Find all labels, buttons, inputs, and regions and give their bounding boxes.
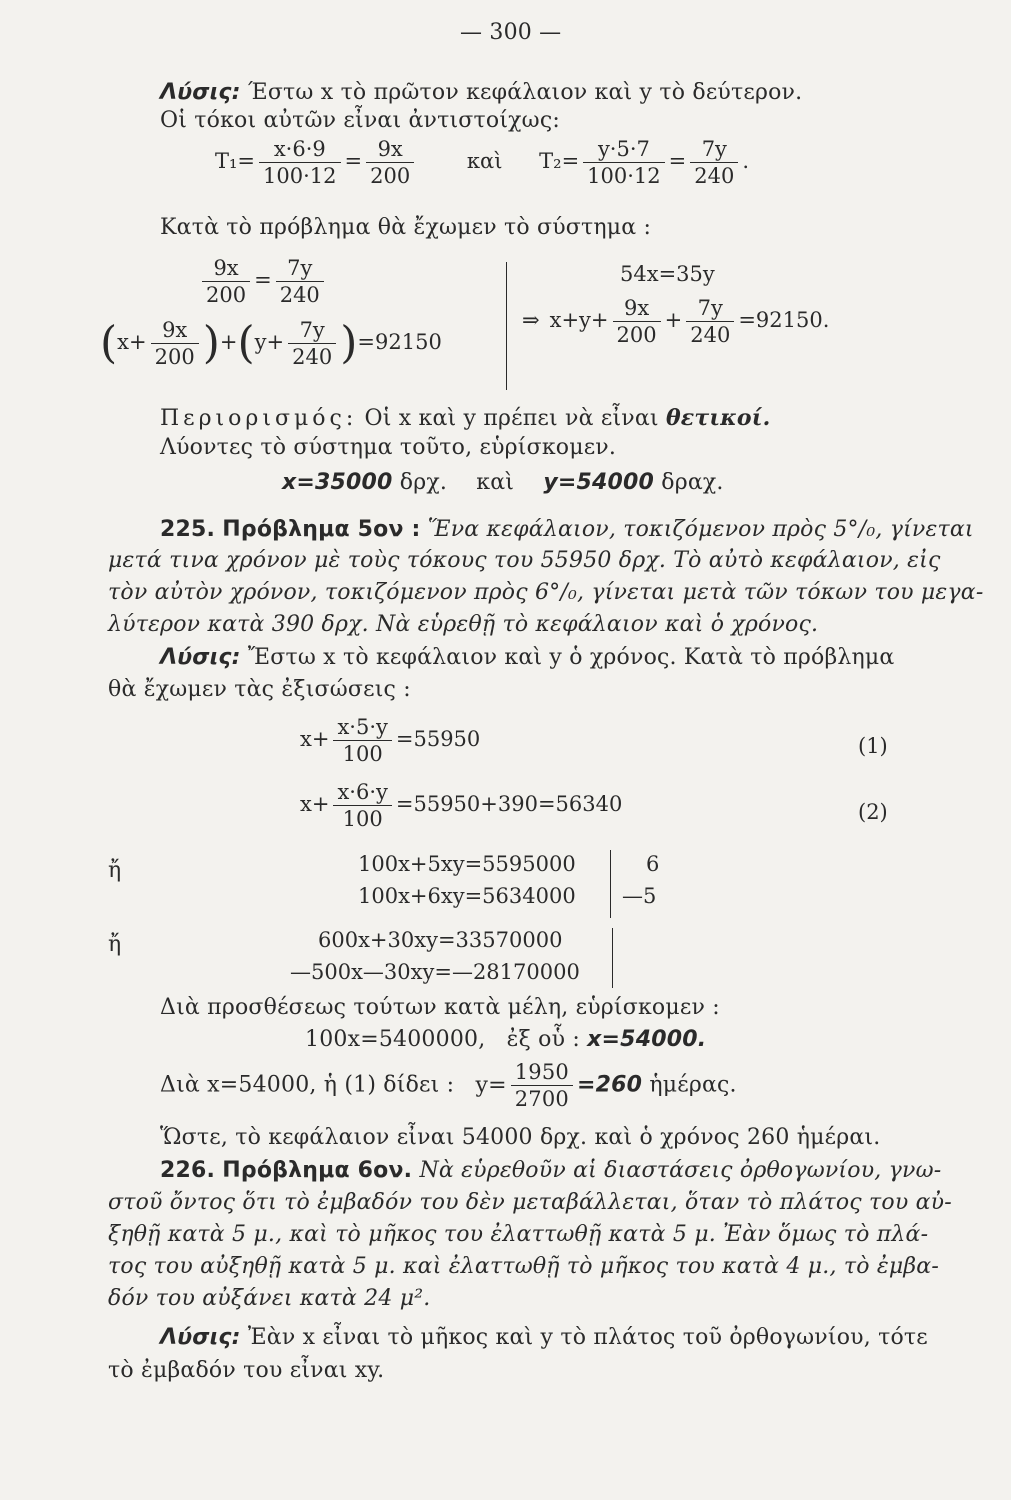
rhs: =92150 [357, 330, 442, 355]
fraction [333, 780, 391, 831]
fraction [613, 296, 661, 347]
denominator: 240 [694, 164, 735, 189]
solution-text: Ἔστω x τὸ κεφάλαιον καὶ y ὁ χρόνος. Κατὰ τὸ πρόβλημα [247, 645, 895, 670]
fraction [690, 137, 738, 188]
system-right-2 [522, 296, 829, 347]
system2-divider [612, 928, 613, 988]
y-eq: y= [475, 1072, 507, 1098]
problem-text: Νὰ εὑρεθοῦν αἱ διαστάσεις ὀρθογωνίου, γνω- [419, 1158, 942, 1183]
final-line: Ὥστε, τὸ κεφάλαιον εἶναι 54000 δρχ. καὶ ὁ χρόνος 260 ἡμέραι. [160, 1125, 881, 1150]
numerator: 7y [690, 137, 738, 163]
or-word: ἤ [108, 932, 122, 957]
problem-225-line-2: μετά τινα χρόνον μὲ τοὺς τόκους του 55950 δρχ. Τὸ αὐτὸ κεφάλαιον, εἰς [108, 548, 941, 573]
fraction [288, 318, 336, 369]
system1-eq-a: 100x+5xy=5595000 [358, 852, 576, 876]
system-eq-a [198, 256, 328, 307]
system-right-1: 54x=35y [620, 262, 715, 286]
result-y: y=54000 [543, 470, 655, 495]
restriction-line [160, 405, 771, 431]
result-x: x=35000 [282, 470, 393, 495]
equals: = [344, 149, 363, 174]
rhs: =92150. [738, 308, 830, 333]
numerator: 9x [366, 137, 414, 163]
solution-text: Ἐὰν x εἶναι τὸ μῆκος καὶ y τὸ πλάτος τοῦ ὀρθογωνίου, τότε [247, 1325, 928, 1350]
numerator: 9x [613, 296, 661, 322]
denominator: 100·12 [587, 164, 661, 189]
denominator: 240 [292, 345, 333, 370]
unit: δραχ. [661, 470, 724, 495]
plus: + [664, 308, 683, 333]
equation-1 [300, 715, 480, 766]
numerator: 9x [151, 318, 199, 344]
restriction-label: Περιορισμός: [160, 406, 358, 431]
fraction [583, 137, 664, 188]
problem-text: Ἕνα κεφάλαιον, τοκιζόμενον πρὸς 5°/₀, γίνεται [427, 517, 974, 542]
problem-number: 225. [160, 517, 216, 542]
left-paren: ( [237, 317, 255, 369]
system2-eq-b: —500x—30xy=—28170000 [290, 960, 580, 984]
solution-label: Λύσις: [160, 645, 241, 670]
result-x: x=54000. [587, 1027, 707, 1052]
y-result: =260 [576, 1072, 643, 1098]
term: x+ [117, 330, 147, 355]
fraction [202, 256, 250, 307]
unit: δρχ. [399, 470, 448, 495]
rhs: =55950+390=56340 [395, 792, 623, 817]
fraction [333, 715, 391, 766]
fraction [151, 318, 199, 369]
page-number: — 300 — [460, 20, 562, 45]
problem-225-line-1 [160, 517, 974, 542]
arrow-icon: ⇒ [522, 308, 540, 333]
denominator: 100·12 [263, 164, 337, 189]
system-divider [506, 262, 507, 390]
numerator: 1950 [511, 1060, 573, 1086]
term: y+ [254, 330, 285, 355]
equation-2 [300, 780, 622, 831]
problem-225-line-3: τὸν αὐτὸν χρόνον, τοκιζόμενον πρὸς 6°/₀, γίνεται μετὰ τῶν τόκων του μεγα- [108, 580, 984, 605]
solution-line-3: Κατὰ τὸ πρόβλημα θὰ ἔχωμεν τὸ σύστημα : [160, 215, 652, 240]
term: x+ [300, 792, 330, 817]
addition-line: Διὰ προσθέσεως τούτων κατὰ μέλη, εὑρίσκομεν : [160, 995, 720, 1020]
substitution-text: Διὰ x=54000, ἡ (1) δίδει : [160, 1072, 455, 1098]
right-paren: ) [340, 317, 358, 369]
formula-t1-t2 [215, 137, 749, 188]
plus: + [219, 330, 238, 355]
numerator: x·6·9 [259, 137, 340, 163]
t2-label: T₂= [539, 149, 580, 174]
problem-226-line-5: δόν του αὐξάνει κατὰ 24 μ². [108, 1286, 431, 1311]
result-line [305, 1027, 706, 1052]
fraction [511, 1060, 573, 1111]
solution-line-2: Οἱ τόκοι αὐτῶν εἶναι ἀντιστοίχως: [160, 108, 560, 133]
problem-226-solution-1 [160, 1325, 928, 1350]
t1-label: T₁= [215, 149, 256, 174]
solution-label: Λύσις: [160, 80, 241, 105]
term: x+ [300, 727, 330, 752]
term: x+y+ [549, 308, 609, 333]
system2-eq-a: 600x+30xy=33570000 [318, 928, 563, 952]
numerator: y·5·7 [583, 137, 664, 163]
denominator: 100 [342, 807, 383, 832]
multiplier: 6 [646, 852, 660, 876]
denominator: 200 [206, 283, 247, 308]
problem-number: 226. [160, 1158, 216, 1183]
problem-226-line-4: τος του αὐξηθῇ κατὰ 5 μ. καὶ ἐλαττωθῇ τὸ μῆκος του κατὰ 4 μ., τὸ ἐμβα- [108, 1254, 939, 1279]
problem-title: Πρόβλημα 6ον. [222, 1158, 413, 1183]
solution-label: Λύσις: [160, 1325, 241, 1350]
equals: = [668, 149, 687, 174]
left-paren: ( [100, 317, 118, 369]
system-eq-b [100, 318, 442, 369]
numerator: x·5·y [333, 715, 391, 741]
denominator: 2700 [514, 1087, 569, 1112]
result-text: ἐξ οὗ : [506, 1027, 580, 1052]
rhs: =55950 [395, 727, 481, 752]
period: . [742, 149, 750, 174]
problem-226-line-2: στοῦ ὄντος ὅτι τὸ ἐμβαδόν του δὲν μεταβάλλεται, ὅταν τὸ πλάτος του αὐ- [108, 1190, 952, 1215]
equals: = [254, 268, 272, 293]
denominator: 200 [616, 323, 657, 348]
denominator: 240 [279, 283, 320, 308]
solving-line: Λύοντες τὸ σύστημα τοῦτο, εὑρίσκομεν. [160, 435, 617, 460]
and-word: καὶ [476, 470, 515, 495]
fraction [276, 256, 324, 307]
results-line [282, 470, 724, 495]
restriction-text: Οἱ x καὶ y πρέπει νὰ εἶναι [364, 406, 659, 431]
right-paren: ) [202, 317, 220, 369]
denominator: 200 [154, 345, 195, 370]
denominator: 240 [690, 323, 731, 348]
numerator: x·6·y [333, 780, 391, 806]
fraction [686, 296, 734, 347]
numerator: 7y [276, 256, 324, 282]
denominator: 200 [370, 164, 411, 189]
fraction [366, 137, 414, 188]
problem-226-line-1 [160, 1158, 941, 1183]
system1-eq-b: 100x+6xy=5634000 [358, 884, 576, 908]
multiplier: —5 [622, 884, 657, 908]
problem-225-line-4: λύτερον κατὰ 390 δρχ. Νὰ εὑρεθῇ τὸ κεφάλαιον καὶ ὁ χρόνος. [108, 612, 819, 637]
equation-1-tag: (1) [858, 734, 888, 758]
problem-225-solution-1 [160, 645, 894, 670]
equation-2-tag: (2) [858, 800, 888, 824]
system1-divider [610, 850, 611, 918]
denominator: 100 [342, 742, 383, 767]
numerator: 7y [288, 318, 336, 344]
unit: ἡμέρας. [649, 1072, 737, 1098]
or-word: ἤ [108, 858, 122, 883]
and-word: καὶ [466, 149, 503, 174]
result-eq: 100x=5400000, [305, 1027, 486, 1052]
problem-225-solution-2: θὰ ἔχωμεν τὰς ἐξισώσεις : [108, 677, 411, 702]
solution-text: Έστω x τὸ πρῶτον κεφάλαιον καὶ y τὸ δεύτερον. [247, 80, 803, 105]
problem-title: Πρόβλημα 5ον : [222, 517, 421, 542]
problem-226-solution-2: τὸ ἐμβαδόν του εἶναι xy. [108, 1358, 385, 1383]
problem-226-line-3: ξηθῇ κατὰ 5 μ., καὶ τὸ μῆκος του ἐλαττωθῇ κατὰ 5 μ. Ἐὰν ὅμως τὸ πλά- [108, 1222, 929, 1247]
fraction [259, 137, 340, 188]
substitution-line [160, 1060, 737, 1111]
numerator: 9x [202, 256, 250, 282]
restriction-word: θετικοί. [665, 405, 771, 431]
solution-line-1 [160, 80, 802, 105]
numerator: 7y [686, 296, 734, 322]
